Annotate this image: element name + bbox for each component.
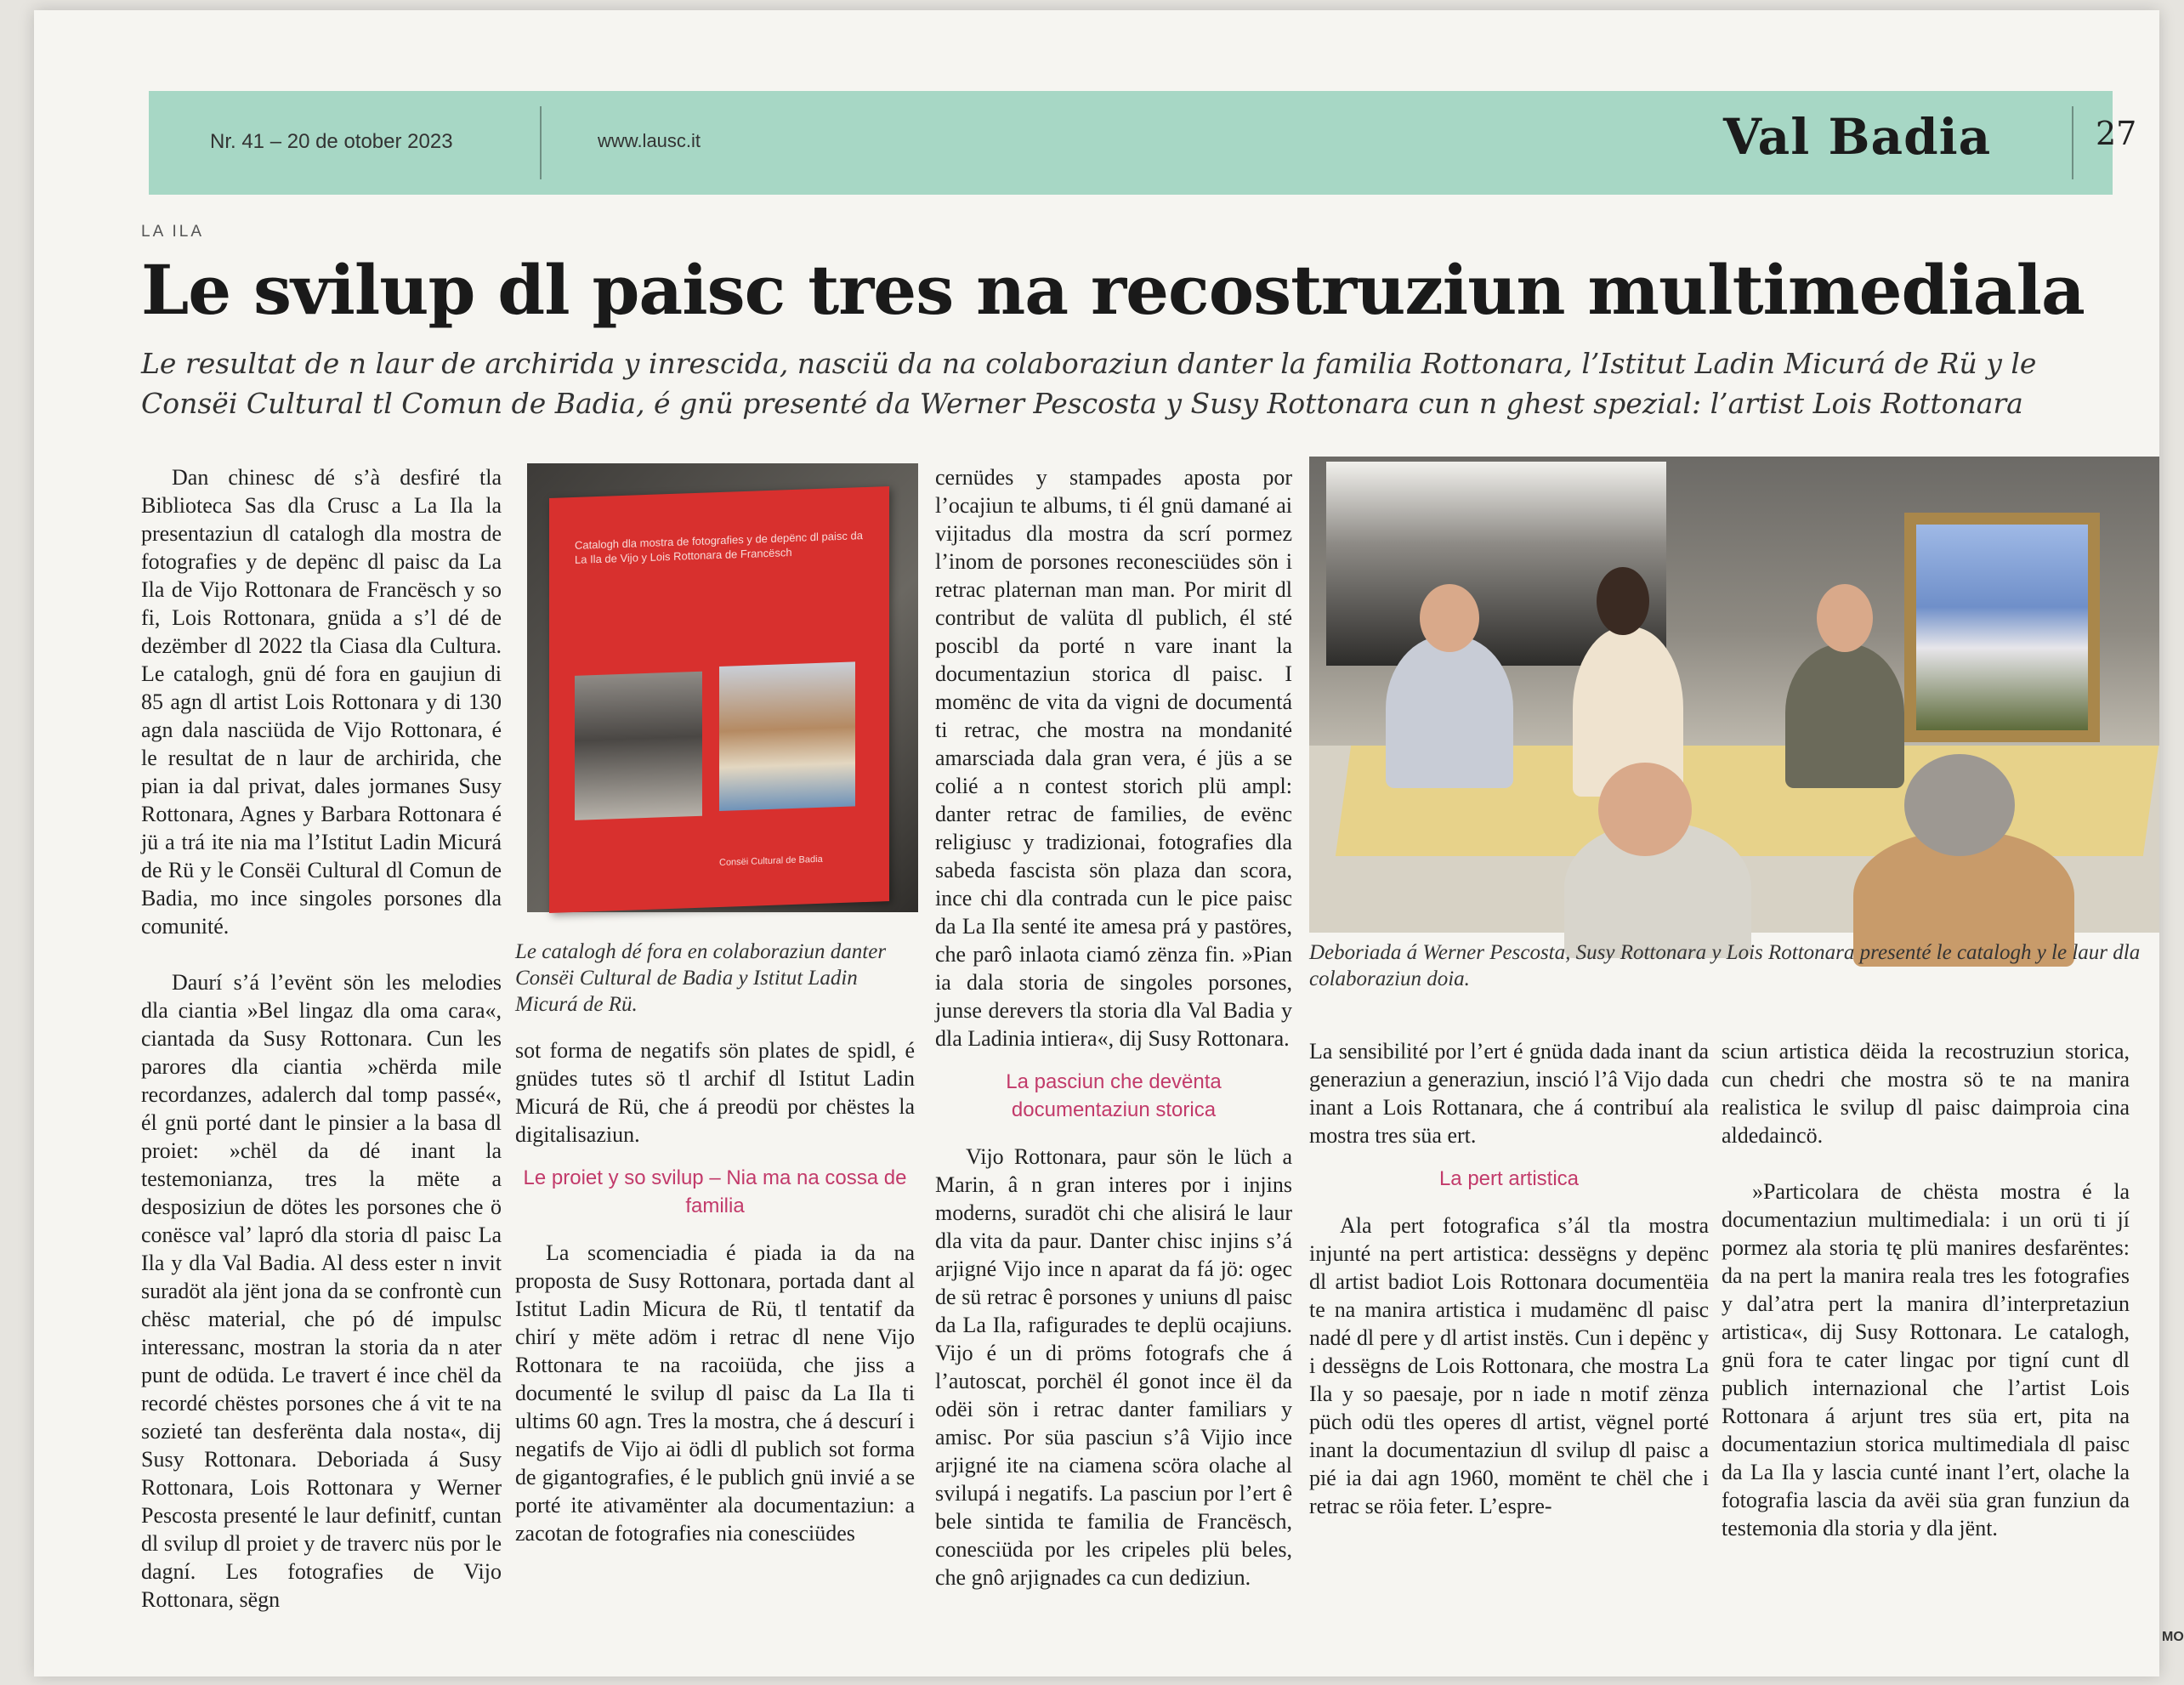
person-head xyxy=(1420,584,1479,652)
article-lead: Le resultat de n laur de archirida y inrescida, nasciü da na colaboraziun danter la familia Rottonara, l’Istitut Ladin Micurá de Rü y le Consëi Cultural tl Comun de Badia, é gnü presenté da Werner Pescosta y Susy Rottonara cun n ghest spezial: l’artist Lois Rottonara xyxy=(141,347,2037,420)
catalog-photo-caption: Le catalogh dé fora en colaboraziun danter Consëi Cultural de Badia y Istitut Ladin Micurá de Rü. xyxy=(515,940,887,1016)
person-head xyxy=(1817,584,1873,652)
person-head xyxy=(1598,763,1692,856)
page-number: 27 xyxy=(2096,115,2137,152)
article-headline: Le svilup dl paisc tres na recostruziun multimediala xyxy=(141,250,2085,330)
header-divider xyxy=(2072,106,2073,179)
subheading: La pasciun che devënta documentaziun storica xyxy=(1006,1070,1222,1121)
catalog-photo xyxy=(527,463,918,912)
subheading: Le proiet y so svilup – Nia ma na cossa de familia xyxy=(523,1166,907,1217)
event-photo-caption: Deboriada á Werner Pescosta, Susy Rottonara y Lois Rottonara presenté le catalogh y le laur dla colaboraziun doia. xyxy=(1309,941,2141,990)
header-divider xyxy=(540,106,542,179)
subheading: La pert artistica xyxy=(1438,1167,1580,1190)
paragraph: Ala pert fotografica s’ál tla mostra injunté na pert artistica: dessëgns y depënc dl artist badiot Lois Rottonara documentëia te na manira artistica i mudamënc dl paisc nadé dl pere y dl artist instës. Cun i depënc y i dessëgns de Lois Rottonara, che mostra La Ila y so paesaje, por n iade n motif zënza püch odü tles operes dl artist, vëgnel porté inant la documentaziun dl svilup dl paisc a pié ia dai agn 1960, momënt te chël che i retrac se röia feter. L’espre- xyxy=(1309,1213,1709,1518)
article-column-2 xyxy=(515,1036,915,1547)
article-column-5 xyxy=(1722,1037,2130,1542)
event-photo xyxy=(1309,457,2159,933)
paragraph: Dan chinesc dé s’à desfiré tla Biblioteca Sas dla Crusc a La Ila la presentaziun dl catalogh dla mostra de fotografies y de depënc dl paisc da La Ila de Vijo Rottonara de Francësch y so fi, Lois Rottonara, gnüda a s’l dé de dezëmber dl 2022 tla Ciasa dla Cultura. Le catalogh, gnü dé fora en gaujiun di 85 agn dl artist Lois Rottonara y di 130 agn dala nasciüda de Vijo Rottonara, é le resultat de n laur de archirida, che pian ia dal privat, dales jormanes Susy Rottonara, Agnes y Barbara Rottonara é jü a trá ite nia ma l’Istitut Ladin Micurá de Rü y le Consëi Cultural dl Comun de Badia, mo ince singoles porsones dla comunité. xyxy=(141,465,502,939)
person-lois-rottonara xyxy=(1785,644,1904,788)
section-name: Val Badia xyxy=(1723,108,1992,166)
person-head xyxy=(1904,754,2015,856)
person-werner-pescosta xyxy=(1386,635,1513,788)
catalog-book-cover xyxy=(549,486,889,913)
paragraph: cernüdes y stampades aposta por l’ocajiun te albums, ti él gnü damané ai vijitadus dla mostra da scrí pormez l’inom de porsones reconesciüdes sön i retrac platernan man man. Por mirit dl contribut de valüta dl publich, él sté poscibl da porté n vare inant la documentaziun storica dl paisc. I momënc de vita da vigni de documentá ti retrac, che mostra na mondanité amarsciada dala gran vera, é jüs a se colié a n contest storich plü ampl: danter retrac de families, de evënc religiusc y tradizionai, fotografies dla sabeda fascista sön plaza dan scora, ince chi dla contrada cun le pice paisc da La Ila senté ite amesa prá y pastöres, che parô inlaota ciamó zënza fin. »Pian ia dala storia de singoles porsones, junse derevers tla storia dla Val Badia y dla Ladinia intiera«, dij Susy Rottonara. xyxy=(935,465,1292,1051)
paragraph: La scomenciadia é piada ia da na proposta de Susy Rottonara, portada dant al Istitut Ladin Micura de Rü, tl tentatif da chirí y mëte adöm i retrac dl nene Vijo Rottonara te na racoiüda, che jiss a documenté le svilup dl paisc da La Ila ti ultims 60 agn. Tres la mostra, che á descurí i negatifs de Vijo ai ödli dl publich sot forma de gigantografies, é le publich gnü invié a se porté ite ativamënter ala documentaziun: a zacotan de fotografies nia conesciüdes xyxy=(515,1240,915,1546)
paragraph: Vijo Rottonara, paur sön le lüch a Marin, â n gran interes por i injins moderns, suradöt chi che alisirá le laur dla vita da paur. Danter chisc injins s’á arjigné Vijo ince n aparat da fá jö: ogec de sü retrac ê porsones y uniuns dl paisc da La Ila, rafigurades te deplü ocajiuns. Vijo é un di pröms fotografs che á l’autoscat, porchël él gonot ince ël da odëi sön i retrac danter familiars y amisc. Por süa pasciun s’â Vijio ince arjigné ite na ciamena scöra olache al svilupá i negatifs. La pasciun por l’ert ê bele sintida te familia de Francësch, conesciüda por les cripeles plü beles, che gnô arjignades ca cun dediziun. xyxy=(935,1144,1292,1590)
framed-painting xyxy=(1904,513,2100,742)
author-initials: MO xyxy=(2162,1630,2184,1644)
article-column-1 xyxy=(141,463,502,1614)
book-cover-title: Catalogh dla mostra de fotografies y de depënc dl paisc da La Ila de Vijo y Lois Rottonara de Francësch xyxy=(575,529,863,566)
article-column-3 xyxy=(935,463,1292,1591)
page-header-band xyxy=(149,91,2137,195)
paragraph: sot forma de negatifs sön plates de spidl, é gnüdes tutes sö tl archif dl Istitut Ladin Micurá de Rü, che á preodü por chëstes la digitalisaziun. xyxy=(515,1038,915,1147)
paragraph: sciun artistica dëida la recostruziun storica, cun chedri che mostra sö te na manira realistica le svilup dl paisc daimproia cina aldedaincö. xyxy=(1722,1039,2130,1148)
paragraph: La sensibilité por l’ert é gnüda dada inant da generaziun a generaziun, insció l’â Vijo dada inant a Lois Rottanara, che á contribuí ala mostra tres süa ert. xyxy=(1309,1039,1709,1148)
book-cover-photo xyxy=(575,672,702,820)
issue-date: Nr. 41 – 20 de otober 2023 xyxy=(210,130,453,153)
paragraph: Daurí s’á l’evënt sön les melodies dla ciantia »Bel lingaz dla oma cara«, ciantada da Susy Rottonara. Cun les parores dla ciantia »chërda mile recordanzes, adalerch dal tomp passé«, él gnü porté dant le pinsier a la basa dl proiet: »chël da dé inant la testemonianza, tres la mëte a desposiziun de dötes les porsones che ö conësce val’ lapró dla storia dl paisc La Ila y dla Val Badia. Al dess ester n invit suradöt ala jënt jona da se confrontè cun chësc material, che pó dé impulsc interessanc, mostran la storia da n ater punt de odüda. Le travert é ince chël da recordé chëstes porsones che á vit te na sozieté tan desferënta dala nosta«, dij Susy Rottonara. Deboriada á Susy Rottonara, Lois Rottonara y Werner Pescosta presenté le laur definitf, cuntan dl svilup dl proiet y de traverc nüs por le dagní. Les fotografies de Vijo Rottonara, sëgn xyxy=(141,970,502,1612)
newspaper-page xyxy=(34,10,2184,1676)
article-column-4 xyxy=(1309,1037,1709,1520)
article-kicker: LA ILA xyxy=(141,223,204,241)
book-cover-painting xyxy=(719,661,855,811)
book-publisher-logo: Consëi Cultural de Badia xyxy=(719,854,823,868)
website-url: www.lausc.it xyxy=(598,130,701,151)
paragraph: »Particolara de chësta mostra é la documentaziun multimediala: i un orü ti jí pormez ala storia tę plü manires desfarëntes: da na pert la manira reala tres les fotografies y dal’atra pert la manira dl’interpretaziun artistica«, dij Susy Rottonara. Le catalogh, gnü fora te cater lingac por tigní cunt dl publich internazional che l’artist Lois Rottonara á arjunt tres süa ert, pita na documentaziun storica multimediala dl paisc da La Ila y lascia cunté inant l’ert, olache la fotografia lascia da avëi süa gran funziun da testemonia dla storia y dla jënt. xyxy=(1722,1179,2130,1540)
person-head xyxy=(1597,567,1649,635)
